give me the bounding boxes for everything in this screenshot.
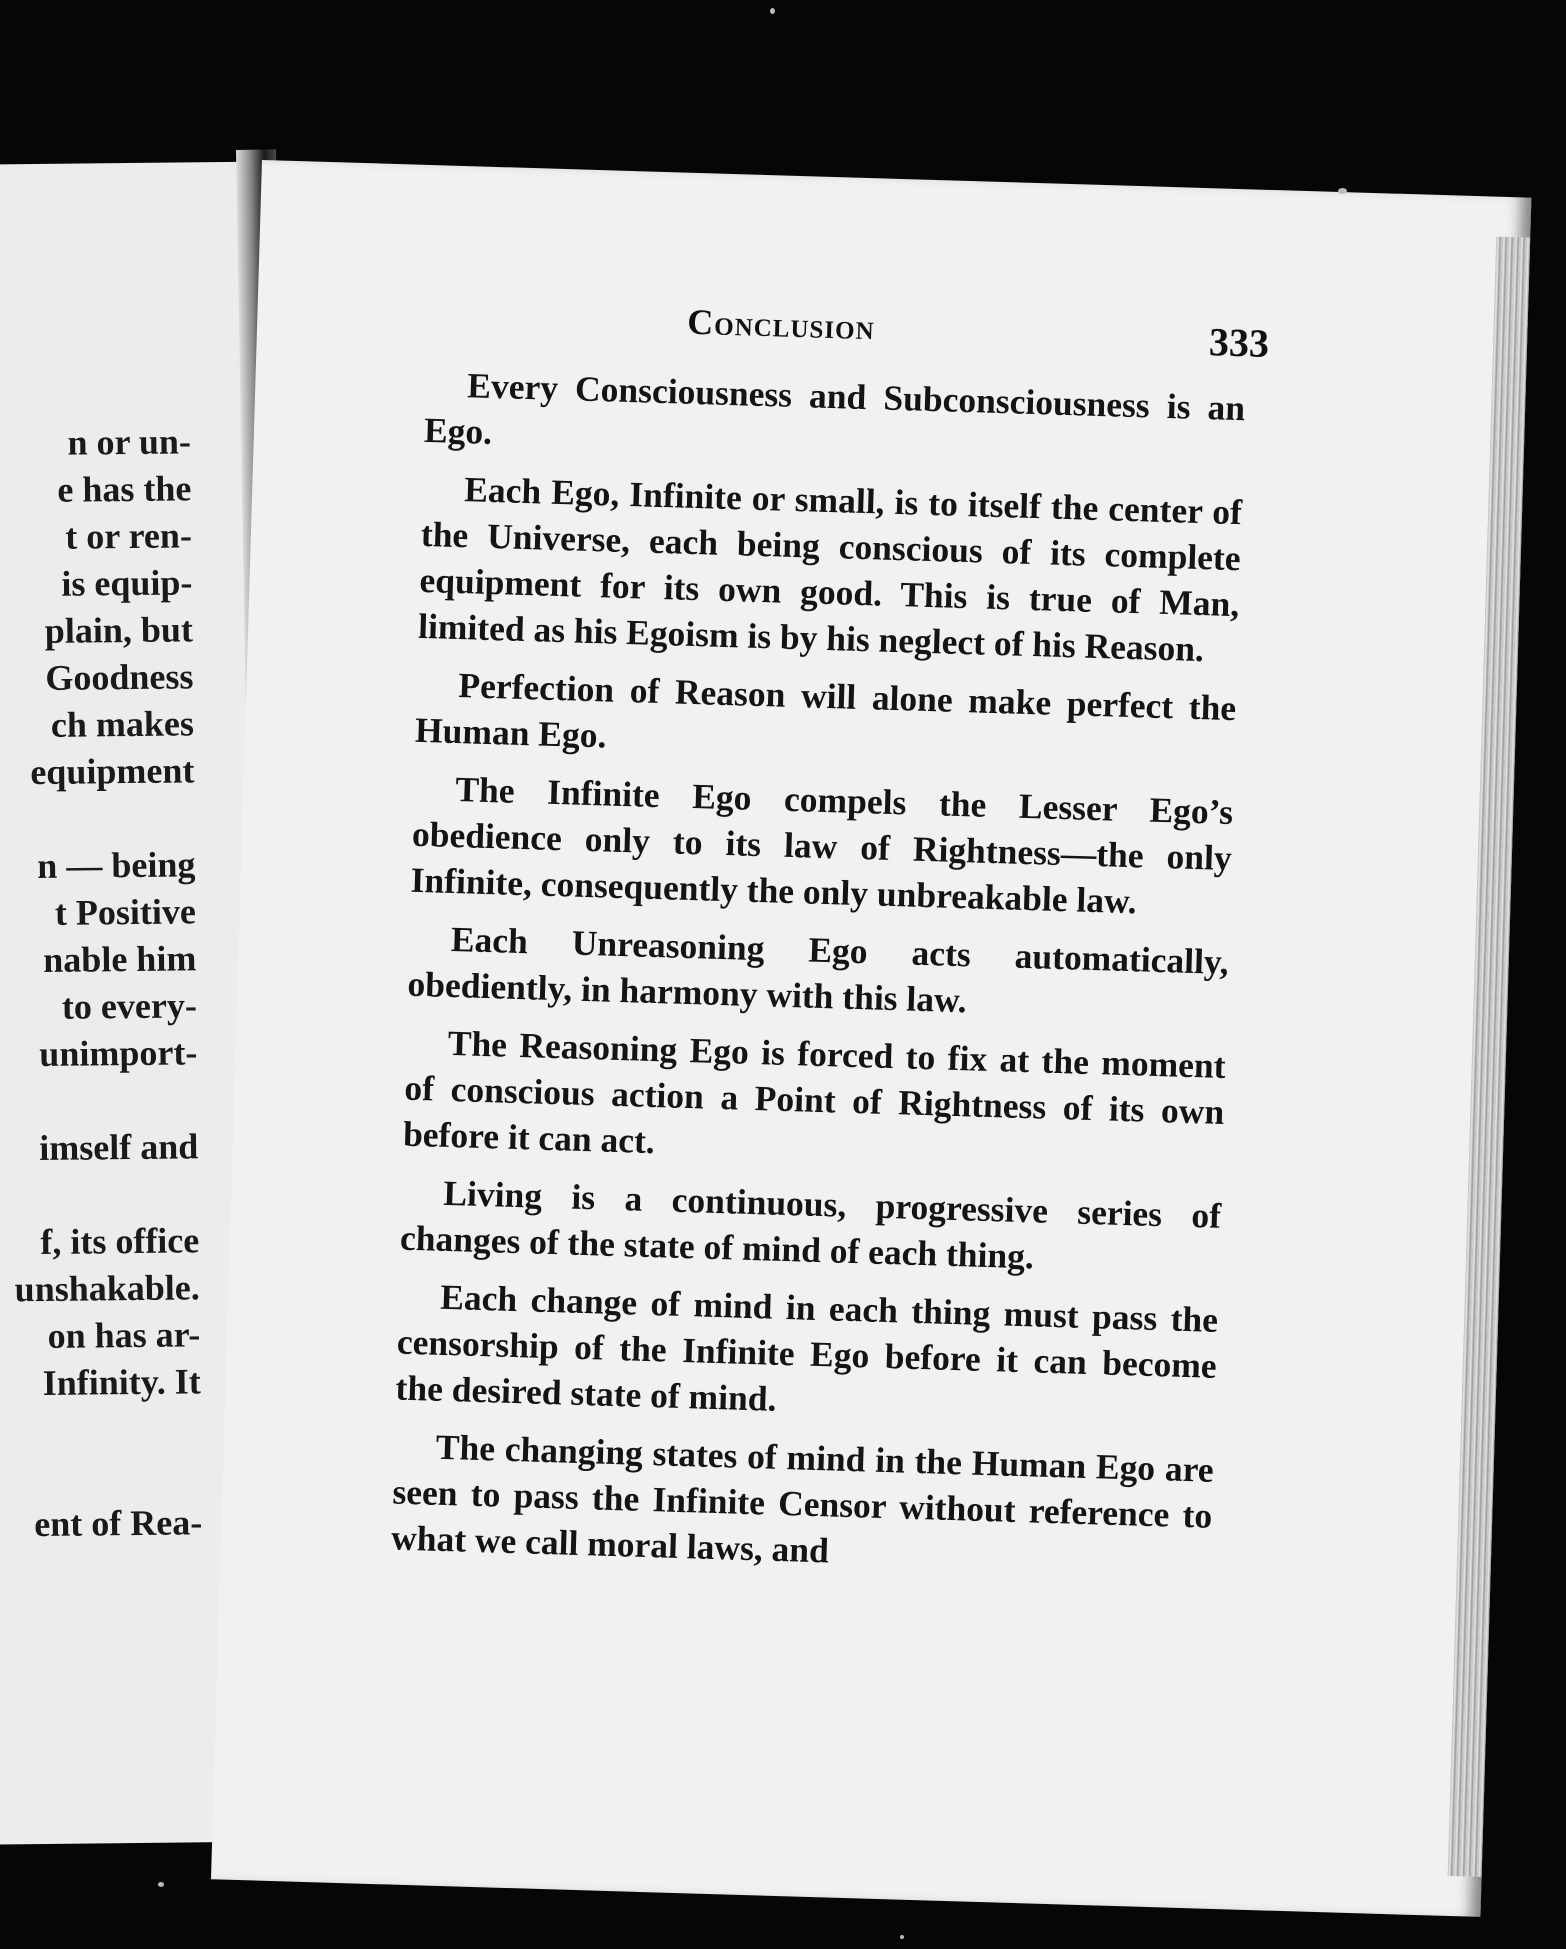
- body-text: [390, 361, 1246, 1597]
- paragraph: The changing states of mind in the Human Ego are seen to pass the Infinite Censor without reference to what we call moral laws, and: [390, 1426, 1215, 1571]
- left-page-line: n or un-: [67, 421, 192, 463]
- paragraph: Perfection of Reason will alone make perfect the Human Ego.: [414, 665, 1237, 756]
- right-page: [211, 160, 1531, 1917]
- left-page-line: imself and: [39, 1126, 199, 1169]
- running-head: Conclusion: [686, 301, 876, 348]
- left-page-line: n — being: [37, 844, 196, 887]
- left-page-line: e has the: [57, 468, 192, 510]
- left-page-line: ent of Rea-: [34, 1502, 203, 1545]
- left-page-line: unimport-: [39, 1032, 198, 1075]
- left-page-line: f, its office: [40, 1220, 200, 1263]
- paragraph: Every Consciousness and Subconsciousness is an Ego.: [423, 365, 1246, 452]
- left-page-line: Infinity. It: [42, 1361, 201, 1403]
- paragraph: Each change of mind in each thing must pass the censorship of the Infinite Ego before it can become the desired state of mind.: [395, 1276, 1219, 1419]
- paragraph: The Reasoning Ego is forced to fix at the moment of conscious action a Point of Rightness of its own before it can act.: [402, 1022, 1227, 1162]
- left-page-line: ch makes: [50, 703, 195, 745]
- page-number: 333: [1208, 319, 1270, 366]
- paragraph: Each Unreasoning Ego acts automatically, obediently, in harmony with this law.: [407, 918, 1230, 1021]
- left-page-line: t or ren-: [65, 515, 193, 557]
- dust-speck: [158, 1882, 164, 1887]
- left-page-line: unshakable.: [14, 1267, 200, 1310]
- left-page-line: to every-: [61, 985, 198, 1027]
- left-page-line: t Positive: [54, 891, 197, 933]
- paragraph: The Infinite Ego compels the Lesser Ego’s obedience only to its law of Rightness—the only Infinite, consequently the only unbreakable law.: [410, 769, 1234, 922]
- left-page-line: nable him: [43, 938, 197, 980]
- paragraph: Living is a continuous, progressive series of changes of the state of mind of each thing.: [399, 1172, 1222, 1277]
- dust-speck: [770, 8, 775, 14]
- dust-speck: [900, 1935, 904, 1939]
- left-page-line: on has ar-: [47, 1314, 201, 1356]
- left-page-line: equipment: [30, 750, 195, 793]
- left-page-line: is equip-: [61, 562, 193, 604]
- dust-speck: [1338, 188, 1347, 194]
- paragraph: Each Ego, Infinite or small, is to itself the center of the Universe, each being conscious of its complete equipment for its own good. This is true of Man, limited as his Egoism is by his neglect of his Reason.: [417, 469, 1243, 670]
- left-page-line: plain, but: [44, 609, 194, 651]
- page-edge: [1448, 237, 1531, 1877]
- left-page-line: Goodness: [45, 656, 194, 698]
